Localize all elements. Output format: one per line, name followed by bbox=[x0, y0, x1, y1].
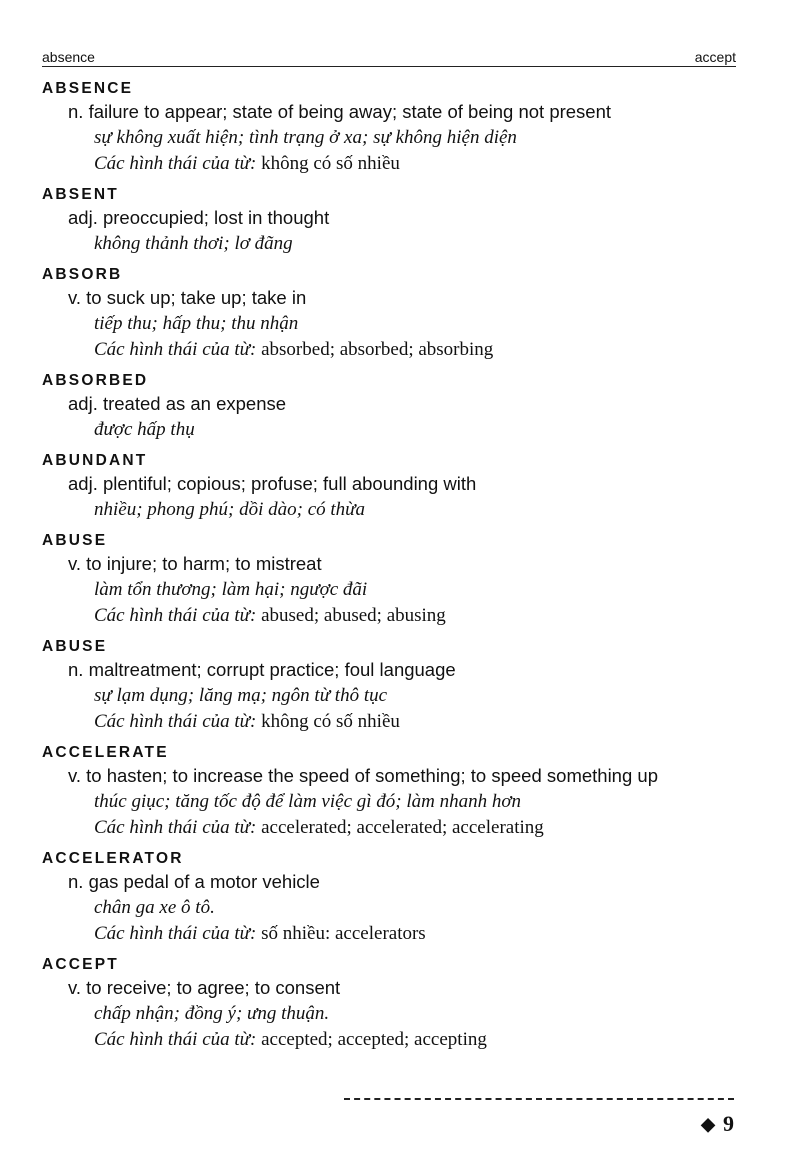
guide-word-left: absence bbox=[42, 49, 95, 65]
translation: làm tổn thương; làm hại; ngược đãi bbox=[94, 579, 368, 600]
definition: adj. preoccupied; lost in thought bbox=[68, 207, 330, 228]
headword: ABUSE bbox=[42, 532, 108, 549]
footer-dashed-rule bbox=[344, 1098, 734, 1100]
translation: sự không xuất hiện; tình trạng ở xa; sự không hiện diện bbox=[94, 127, 517, 148]
diamond-icon: ◆ bbox=[701, 1113, 715, 1134]
entry-absorb bbox=[42, 264, 760, 363]
definition: n. maltreatment; corrupt practice; foul language bbox=[68, 659, 456, 680]
entry-accelerate bbox=[42, 742, 760, 841]
entry-accept bbox=[42, 954, 760, 1053]
word-forms-value: không có số nhiều bbox=[261, 153, 400, 174]
headword: ABUNDANT bbox=[42, 452, 148, 469]
word-forms-value: absorbed; absorbed; absorbing bbox=[261, 339, 494, 360]
entry-abuse-verb bbox=[42, 530, 760, 629]
entry-absent bbox=[42, 184, 760, 257]
definition: n. gas pedal of a motor vehicle bbox=[68, 871, 320, 892]
translation: không thảnh thơi; lơ đãng bbox=[94, 233, 293, 254]
headword: ABSORB bbox=[42, 266, 123, 283]
translation: được hấp thụ bbox=[94, 419, 195, 440]
word-forms-label: Các hình thái của từ: bbox=[94, 339, 257, 360]
entry-absence bbox=[42, 78, 760, 177]
headword: ACCELERATE bbox=[42, 744, 169, 761]
entry-absorbed bbox=[42, 370, 760, 443]
word-forms-label: Các hình thái của từ: bbox=[94, 923, 257, 944]
word-forms-value: không có số nhiều bbox=[261, 711, 400, 732]
headword: ACCEPT bbox=[42, 956, 119, 973]
translation: sự lạm dụng; lăng mạ; ngôn từ thô tục bbox=[94, 685, 388, 706]
headword: ACCELERATOR bbox=[42, 850, 184, 867]
page-number-value: 9 bbox=[723, 1111, 734, 1136]
entry-abundant bbox=[42, 450, 760, 523]
word-forms-value: accepted; accepted; accepting bbox=[261, 1029, 487, 1050]
translation: nhiều; phong phú; dồi dào; có thừa bbox=[94, 499, 366, 520]
page-number bbox=[701, 1111, 734, 1137]
word-forms bbox=[42, 709, 760, 735]
headword: ABUSE bbox=[42, 638, 108, 655]
definition: v. to hasten; to increase the speed of something; to speed something up bbox=[68, 765, 658, 786]
headword: ABSENCE bbox=[42, 80, 134, 97]
headword: ABSORBED bbox=[42, 372, 149, 389]
translation: tiếp thu; hấp thu; thu nhận bbox=[94, 313, 299, 334]
definition: v. to suck up; take up; take in bbox=[68, 287, 307, 308]
word-forms-label: Các hình thái của từ: bbox=[94, 711, 257, 732]
word-forms-label: Các hình thái của từ: bbox=[94, 1029, 257, 1050]
definition: adj. treated as an expense bbox=[68, 393, 287, 414]
translation: thúc giục; tăng tốc độ để làm việc gì đó; làm nhanh hơn bbox=[94, 791, 521, 812]
translation: chấp nhận; đồng ý; ưng thuận. bbox=[94, 1003, 330, 1024]
word-forms-value: abused; abused; abusing bbox=[261, 605, 446, 626]
running-header bbox=[42, 44, 736, 67]
word-forms bbox=[42, 603, 760, 629]
word-forms-label: Các hình thái của từ: bbox=[94, 153, 257, 174]
definition: v. to injure; to harm; to mistreat bbox=[68, 553, 322, 574]
entry-abuse-noun bbox=[42, 636, 760, 735]
definition: n. failure to appear; state of being away; state of being not present bbox=[68, 101, 612, 122]
word-forms bbox=[42, 815, 760, 841]
translation: chân ga xe ô tô. bbox=[94, 897, 215, 918]
word-forms bbox=[42, 1027, 760, 1053]
headword: ABSENT bbox=[42, 186, 119, 203]
word-forms bbox=[42, 151, 760, 177]
word-forms-value: số nhiều: accelerators bbox=[261, 923, 426, 944]
word-forms bbox=[42, 337, 760, 363]
definition: adj. plentiful; copious; profuse; full abounding with bbox=[68, 473, 477, 494]
guide-word-right: accept bbox=[694, 49, 736, 65]
definition: v. to receive; to agree; to consent bbox=[68, 977, 341, 998]
dictionary-entries bbox=[42, 78, 760, 1060]
word-forms-label: Các hình thái của từ: bbox=[94, 605, 257, 626]
word-forms bbox=[42, 921, 760, 947]
word-forms-label: Các hình thái của từ: bbox=[94, 817, 257, 838]
entry-accelerator bbox=[42, 848, 760, 947]
word-forms-value: accelerated; accelerated; accelerating bbox=[261, 817, 544, 838]
